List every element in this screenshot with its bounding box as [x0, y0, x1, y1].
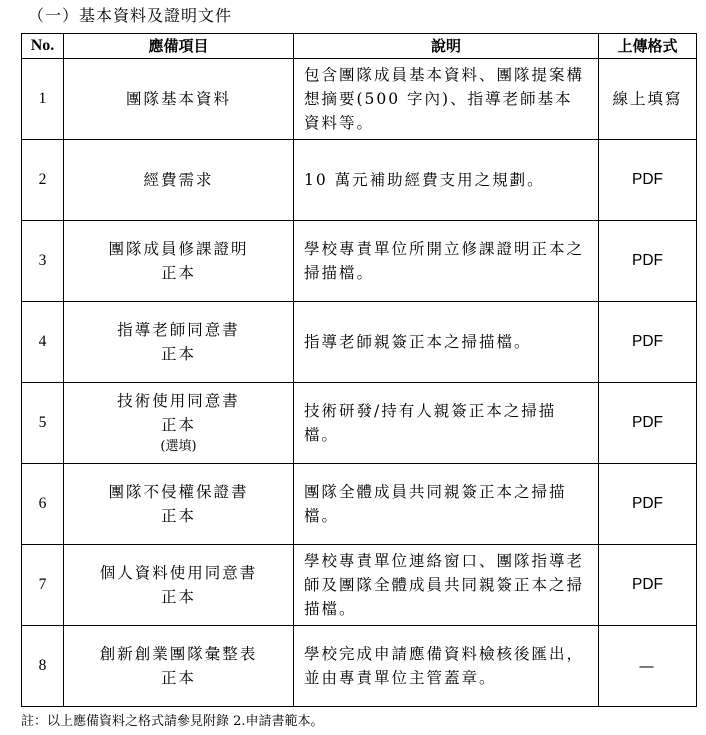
required-item-line: 正本	[160, 507, 196, 525]
upload-format: PDF	[599, 140, 697, 221]
optional-note: (選填)	[160, 439, 197, 454]
row-number: 4	[22, 302, 64, 383]
section-heading: （一）基本資料及證明文件	[28, 6, 233, 25]
header-format: 上傳格式	[599, 34, 697, 59]
required-documents-table	[21, 33, 697, 707]
row-number: 3	[22, 221, 64, 302]
required-item	[64, 383, 294, 464]
row-number: 5	[22, 383, 64, 464]
required-item	[64, 545, 294, 626]
row-number: 2	[22, 140, 64, 221]
required-item-line: 正本	[160, 588, 196, 606]
required-item-line: 創新創業團隊彙整表	[99, 645, 258, 663]
upload-format: PDF	[599, 302, 697, 383]
required-item-line: 個人資料使用同意書	[99, 564, 258, 582]
upload-format: 線上填寫	[599, 59, 697, 140]
upload-format: PDF	[599, 545, 697, 626]
table-row	[22, 383, 697, 464]
required-item-line: 團隊成員修課證明	[108, 240, 249, 258]
table-row	[22, 221, 697, 302]
required-item	[64, 221, 294, 302]
footnote: 註：以上應備資料之格式請參見附錄 2.申請書範本。	[21, 714, 324, 729]
required-item-line: 指導老師同意書	[117, 321, 240, 339]
required-item-line: 經費需求	[143, 171, 214, 189]
table-row	[22, 626, 697, 707]
row-number: 8	[22, 626, 64, 707]
row-number: 1	[22, 59, 64, 140]
item-description: 團隊全體成員共同親簽正本之掃描檔。	[294, 464, 599, 545]
item-description: 指導老師親簽正本之掃描檔。	[294, 302, 599, 383]
table-header-row	[22, 34, 697, 59]
item-description: 學校專責單位連絡窗口、團隊指導老師及團隊全體成員共同親簽正本之掃描檔。	[294, 545, 599, 626]
table-row	[22, 59, 697, 140]
header-no: No.	[22, 34, 64, 59]
item-description: 學校專責單位所開立修課證明正本之掃描檔。	[294, 221, 599, 302]
item-description: 技術研發/持有人親簽正本之掃描檔。	[294, 383, 599, 464]
row-number: 7	[22, 545, 64, 626]
upload-format: PDF	[599, 221, 697, 302]
item-description: 10 萬元補助經費支用之規劃。	[294, 140, 599, 221]
required-item-line: 團隊基本資料	[125, 90, 231, 108]
required-item-line: 正本	[160, 264, 196, 282]
required-item	[64, 464, 294, 545]
item-description: 學校完成申請應備資料檢核後匯出，並由專責單位主管蓋章。	[294, 626, 599, 707]
table-row	[22, 302, 697, 383]
required-item-line: 團隊不侵權保證書	[108, 483, 249, 501]
header-item: 應備項目	[64, 34, 294, 59]
table-row	[22, 140, 697, 221]
upload-format: PDF	[599, 383, 697, 464]
row-number: 6	[22, 464, 64, 545]
table-row	[22, 464, 697, 545]
required-item	[64, 59, 294, 140]
required-item-line: 正本	[160, 345, 196, 363]
table-row	[22, 545, 697, 626]
required-item-line: 正本	[160, 669, 196, 687]
required-item	[64, 140, 294, 221]
required-item	[64, 626, 294, 707]
required-item-line: 正本	[160, 416, 196, 434]
required-item-line: 技術使用同意書	[117, 392, 240, 410]
item-description: 包含團隊成員基本資料、團隊提案構想摘要(500 字內)、指導老師基本資料等。	[294, 59, 599, 140]
header-description: 說明	[294, 34, 599, 59]
required-item	[64, 302, 294, 383]
table-body	[22, 59, 697, 707]
upload-format: —	[599, 626, 697, 707]
upload-format: PDF	[599, 464, 697, 545]
